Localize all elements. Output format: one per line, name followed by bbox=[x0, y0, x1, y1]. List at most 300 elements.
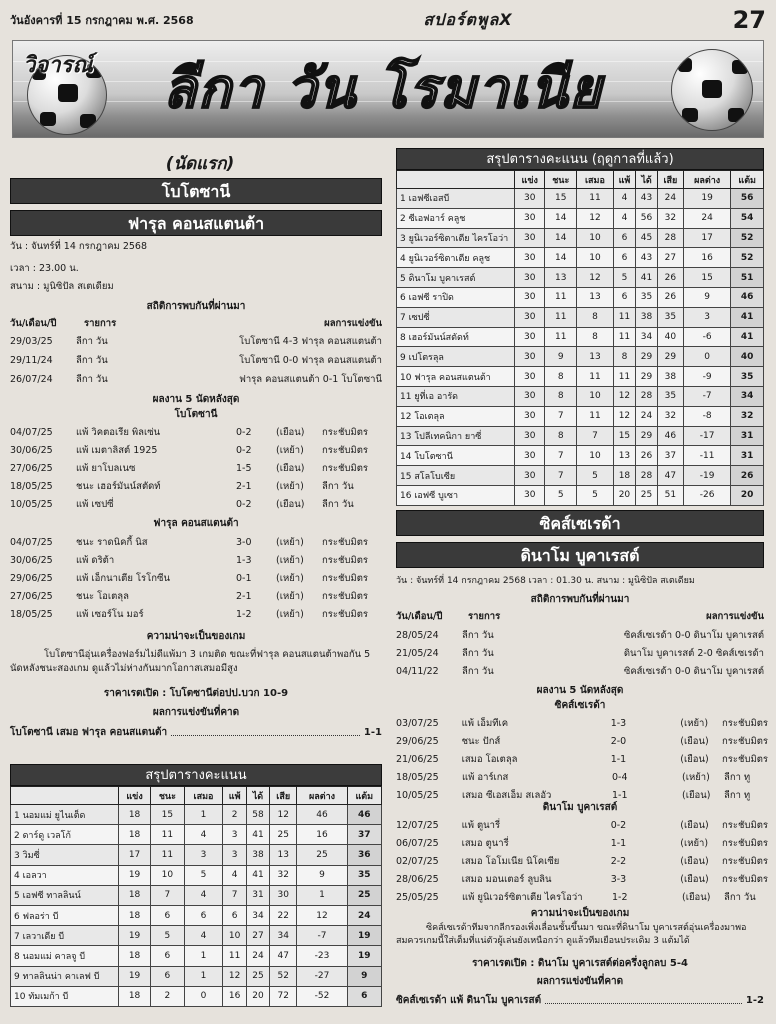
standings-current-table bbox=[10, 786, 382, 1007]
form-comp: กระชับมิตร bbox=[722, 754, 768, 765]
h2h-header bbox=[10, 317, 382, 331]
prediction-text: ซิคส์เซเรด้า แพ้ ดินาโม บูคาเรสต์ bbox=[396, 995, 542, 1006]
stat-cell: 30 bbox=[515, 406, 545, 426]
stat-cell: 7 bbox=[545, 466, 577, 486]
stat-cell: 11 bbox=[151, 825, 185, 845]
stat-cell: 45 bbox=[636, 228, 658, 248]
form-row bbox=[10, 497, 382, 512]
form-venue: (เหย้า) bbox=[680, 838, 709, 849]
form-result: เสมอ ซีเอสเอ็ม สเลอัว bbox=[462, 790, 552, 801]
stat-cell: 8 bbox=[613, 347, 635, 367]
stat-cell: 13 bbox=[613, 446, 635, 466]
title-banner bbox=[12, 40, 764, 138]
h2h-col-date: วัน/เดือน/ปี bbox=[10, 318, 57, 329]
stat-cell: -7 bbox=[683, 386, 730, 406]
h2h-result: โบโตซานี 0-0 ฟารุล คอนสแตนต้า bbox=[239, 355, 382, 366]
stat-cell: 4 bbox=[184, 926, 223, 946]
form-date: 03/07/25 bbox=[396, 718, 439, 729]
stat-cell: 34 bbox=[636, 327, 658, 347]
h2h-title: สถิติการพบกันที่ผ่านมา bbox=[146, 301, 246, 312]
form-date: 27/06/25 bbox=[10, 463, 53, 474]
stat-cell: 15 bbox=[545, 189, 577, 209]
stat-cell: 38 bbox=[246, 845, 269, 865]
stat-cell: 34 bbox=[246, 905, 269, 925]
points-cell: 52 bbox=[731, 228, 764, 248]
form-result: แพ้ วิคตอเรีย พิลเซ่น bbox=[76, 427, 161, 438]
h2h-event: ลีกา วัน bbox=[462, 630, 494, 641]
stat-cell: 30 bbox=[515, 208, 545, 228]
stat-cell: 47 bbox=[657, 466, 683, 486]
form-row bbox=[10, 535, 382, 550]
form-result: ชนะ โอเตลุล bbox=[76, 591, 129, 602]
form-title: ผลงาน 5 นัดหลังสุด bbox=[152, 394, 240, 405]
opening-odds: ราคาเรตเปิด : ดินาโม บูคาเรสต์ต่อครึ่งลูกลบ 5-4 bbox=[472, 958, 688, 969]
column-header: แข่ง bbox=[515, 171, 545, 189]
points-cell: 37 bbox=[347, 825, 381, 845]
points-cell: 20 bbox=[731, 485, 764, 505]
points-cell: 54 bbox=[731, 208, 764, 228]
stat-cell: 12 bbox=[577, 208, 614, 228]
form-date: 28/06/25 bbox=[396, 874, 439, 885]
away-team-header: ฟารุล คอนสแตนต้า bbox=[10, 210, 382, 236]
form-venue: (เหย้า) bbox=[276, 445, 304, 456]
stat-cell: 16 bbox=[297, 825, 347, 845]
h2h-row bbox=[396, 628, 764, 643]
points-cell: 9 bbox=[347, 966, 381, 986]
stat-cell: 9 bbox=[683, 287, 730, 307]
stat-cell: 30 bbox=[515, 446, 545, 466]
table-row bbox=[397, 268, 764, 288]
stat-cell: -19 bbox=[683, 466, 730, 486]
stat-cell: 9 bbox=[545, 347, 577, 367]
stat-cell: 3 bbox=[223, 845, 247, 865]
points-cell: 34 bbox=[731, 386, 764, 406]
team-name-cell: 4 ยูนิเวอร์ซิตาเตีย คลูช bbox=[397, 248, 515, 268]
table-row bbox=[11, 805, 382, 825]
team-name-cell: 10 ทัมเมก้า บี bbox=[11, 986, 119, 1006]
points-cell: 35 bbox=[731, 367, 764, 387]
stat-cell: 7 bbox=[223, 885, 247, 905]
form-comp: กระชับมิตร bbox=[322, 573, 368, 584]
stat-cell: 31 bbox=[246, 885, 269, 905]
home-form-list bbox=[396, 716, 768, 803]
team-name-cell: 1 นอมแม่ ยูไนเต็ด bbox=[11, 805, 119, 825]
points-cell: 35 bbox=[347, 865, 381, 885]
h2h-list bbox=[396, 628, 764, 679]
form-comp: กระชับมิตร bbox=[322, 591, 368, 602]
form-score: 0-2 bbox=[236, 499, 252, 510]
analysis-title: ความน่าจะเป็นของเกม bbox=[530, 908, 630, 919]
stat-cell: 11 bbox=[613, 307, 635, 327]
stat-cell: 10 bbox=[577, 446, 614, 466]
stat-cell: 7 bbox=[151, 885, 185, 905]
team-name-cell: 5 เอฟซี ทาลลินน์ bbox=[11, 885, 119, 905]
team-name-cell: 6 ฟลอร่า บี bbox=[11, 905, 119, 925]
stat-cell: 18 bbox=[119, 825, 151, 845]
analysis-title: ความน่าจะเป็นของเกม bbox=[146, 631, 246, 642]
stat-cell: 24 bbox=[636, 406, 658, 426]
points-cell: 46 bbox=[731, 287, 764, 307]
table-row bbox=[397, 406, 764, 426]
stat-cell: 30 bbox=[515, 347, 545, 367]
stat-cell: 13 bbox=[577, 347, 614, 367]
stat-cell: 6 bbox=[151, 905, 185, 925]
stat-cell: 1 bbox=[184, 805, 223, 825]
column-header: เสมอ bbox=[577, 171, 614, 189]
form-comp: กระชับมิตร bbox=[722, 820, 768, 831]
form-comp: ลีกา ทู bbox=[724, 790, 751, 801]
stat-cell: 28 bbox=[657, 228, 683, 248]
stat-cell: 47 bbox=[269, 946, 296, 966]
form-score: 1-3 bbox=[610, 718, 627, 729]
form-comp: กระชับมิตร bbox=[322, 445, 368, 456]
stat-cell: 30 bbox=[515, 327, 545, 347]
standings-current bbox=[10, 764, 382, 1007]
stat-cell: 6 bbox=[151, 966, 185, 986]
h2h-date: 28/05/24 bbox=[396, 630, 439, 641]
stat-cell: 10 bbox=[151, 865, 185, 885]
stat-cell: 17 bbox=[683, 228, 730, 248]
column-header: แต้ม bbox=[731, 171, 764, 189]
stat-cell: 30 bbox=[515, 466, 545, 486]
table-row bbox=[11, 946, 382, 966]
form-venue: (เยือน) bbox=[276, 499, 305, 510]
team-name-cell: 12 โอเตลุล bbox=[397, 406, 515, 426]
form-comp: กระชับมิตร bbox=[322, 427, 368, 438]
form-row bbox=[396, 818, 768, 833]
stat-cell: 30 bbox=[515, 189, 545, 209]
stat-cell: 35 bbox=[657, 386, 683, 406]
stat-cell: 11 bbox=[577, 367, 614, 387]
analysis-text: โบโตซานีอุ่นเครื่องฟอร์มไม่ดีแพ้มา 3 เกมติด ขณะที่ฟารุล คอนสแตนต้าพอกัน 5 นัดหลังชนะสองเกม ดูแล้วไม่ห่างกันมากโอกาสเสมอมีสูง bbox=[10, 649, 371, 674]
stat-cell: 5 bbox=[577, 485, 614, 505]
form-venue: (เยือน) bbox=[682, 892, 711, 903]
table-row bbox=[397, 367, 764, 387]
form-venue: (เหย้า) bbox=[276, 481, 304, 492]
stat-cell: 19 bbox=[683, 189, 730, 209]
stat-cell: 18 bbox=[119, 905, 151, 925]
form-comp: กระชับมิตร bbox=[322, 537, 368, 548]
h2h-col-result: ผลการแข่งขัน bbox=[324, 318, 382, 329]
form-venue: (เยือน) bbox=[680, 736, 709, 747]
h2h-row bbox=[10, 353, 382, 368]
stat-cell: 14 bbox=[545, 208, 577, 228]
column-header: แพ้ bbox=[223, 787, 247, 805]
points-cell: 40 bbox=[731, 347, 764, 367]
form-title: ผลงาน 5 นัดหลังสุด bbox=[536, 685, 624, 696]
stat-cell: 17 bbox=[119, 845, 151, 865]
form-row bbox=[396, 716, 768, 731]
stat-cell: 11 bbox=[545, 287, 577, 307]
table-row bbox=[397, 287, 764, 307]
h2h-row bbox=[396, 664, 764, 679]
form-result: ชนะ ราดนิคกี้ นิส bbox=[76, 537, 148, 548]
points-cell: 46 bbox=[347, 805, 381, 825]
table-row bbox=[11, 825, 382, 845]
h2h-date: 29/11/24 bbox=[10, 355, 53, 366]
form-comp: ลีกา ทู bbox=[724, 772, 751, 783]
form-comp: กระชับมิตร bbox=[322, 463, 368, 474]
form-score: 1-1 bbox=[610, 838, 627, 849]
stat-cell: 28 bbox=[636, 466, 658, 486]
section-heading: (นัดแรก) bbox=[165, 154, 235, 174]
stat-cell: 12 bbox=[269, 805, 296, 825]
stat-cell: 34 bbox=[269, 926, 296, 946]
stat-cell: 41 bbox=[636, 268, 658, 288]
stat-cell: 13 bbox=[269, 845, 296, 865]
stat-cell: 27 bbox=[246, 926, 269, 946]
stat-cell: 13 bbox=[577, 287, 614, 307]
form-result: เสมอ โอเตลุล bbox=[461, 754, 518, 765]
stat-cell: 3 bbox=[683, 307, 730, 327]
column-header: ชนะ bbox=[545, 171, 577, 189]
home-form-title: โบโตซานี bbox=[174, 409, 218, 420]
stat-cell: 12 bbox=[613, 406, 635, 426]
form-comp: กระชับมิตร bbox=[722, 718, 768, 729]
form-score: 0-1 bbox=[236, 573, 252, 584]
stat-cell: -6 bbox=[683, 327, 730, 347]
stat-cell: 5 bbox=[151, 926, 185, 946]
column-header: แต้ม bbox=[347, 787, 381, 805]
stat-cell: 26 bbox=[657, 268, 683, 288]
table-row bbox=[11, 885, 382, 905]
team-name-cell: 6 เอฟซี ราปิด bbox=[397, 287, 515, 307]
form-venue: (เยือน) bbox=[680, 754, 709, 765]
h2h-row bbox=[10, 372, 382, 387]
form-score: 1-5 bbox=[236, 463, 252, 474]
form-venue: (เยือน) bbox=[680, 856, 709, 867]
form-venue: (เยือน) bbox=[682, 790, 711, 801]
table-row bbox=[11, 926, 382, 946]
form-score: 0-2 bbox=[236, 445, 252, 456]
form-venue: (เหย้า) bbox=[276, 555, 304, 566]
stat-cell: 14 bbox=[545, 248, 577, 268]
table-row bbox=[11, 905, 382, 925]
points-cell: 31 bbox=[731, 426, 764, 446]
form-date: 10/05/25 bbox=[10, 499, 53, 510]
stat-cell: 5 bbox=[545, 485, 577, 505]
form-venue: (เหย้า) bbox=[276, 609, 304, 620]
prediction-score: 1-2 bbox=[745, 995, 764, 1006]
stat-cell: 11 bbox=[577, 189, 614, 209]
form-venue: (เหย้า) bbox=[276, 573, 304, 584]
form-comp: กระชับมิตร bbox=[722, 838, 768, 849]
form-row bbox=[396, 872, 768, 887]
form-row bbox=[10, 479, 382, 494]
points-cell: 52 bbox=[731, 248, 764, 268]
stat-cell: 26 bbox=[657, 287, 683, 307]
points-cell: 51 bbox=[731, 268, 764, 288]
stat-cell: 15 bbox=[151, 805, 185, 825]
prediction-title: ผลการแข่งขันที่คาด bbox=[536, 976, 624, 987]
team-name-cell: 3 วิมซี่ bbox=[11, 845, 119, 865]
form-result: แพ้ ยาโบลเนซ bbox=[76, 463, 136, 474]
stat-cell: 30 bbox=[515, 485, 545, 505]
h2h-col-result: ผลการแข่งขัน bbox=[706, 611, 764, 622]
team-name-cell: 2 ดาร์ดู เวลโก้ bbox=[11, 825, 119, 845]
team-name-cell: 5 ดินาโม บูคาเรสต์ bbox=[397, 268, 515, 288]
form-result: แพ้ ยูนิเวอร์ซิตาเตีย ไครโอว่า bbox=[462, 892, 583, 903]
analysis-text: ซิคส์เซเรด้าทีมจากลีกรองเพิ่งเลื่อนชั้นขึ้นมา ขณะที่ดินาโม บูคาเรสต์อุ่นเครื่องมาพอสมควรเกมนี้ใส่เต็มที่แน่ตัวผู้เล่นยังเหนือกว่า ดูแล้วทีมเยือนประเดิม 3 แต้มได้ bbox=[396, 923, 747, 946]
form-venue: (เหย้า) bbox=[276, 537, 304, 548]
h2h-date: 21/05/24 bbox=[396, 648, 439, 659]
stat-cell: 12 bbox=[577, 268, 614, 288]
stat-cell: 1 bbox=[184, 966, 223, 986]
form-result: แพ้ เซปซี่ bbox=[76, 499, 114, 510]
h2h-row bbox=[10, 334, 382, 349]
stat-cell: 2 bbox=[151, 986, 185, 1006]
form-result: เสมอ ตูนารี่ bbox=[461, 838, 509, 849]
stat-cell: 13 bbox=[545, 268, 577, 288]
stat-cell: 46 bbox=[657, 426, 683, 446]
h2h-date: 26/07/24 bbox=[10, 374, 53, 385]
banner-label: วิจารณ์ bbox=[23, 53, 93, 78]
standings-header-row bbox=[11, 787, 382, 805]
prediction-score: 1-1 bbox=[363, 727, 382, 738]
stat-cell: 11 bbox=[577, 406, 614, 426]
stat-cell: 19 bbox=[119, 926, 151, 946]
home-team-header: โบโตซานี bbox=[10, 178, 382, 204]
h2h-event: ลีกา วัน bbox=[462, 648, 494, 659]
form-score: 3-0 bbox=[236, 537, 252, 548]
stat-cell: 25 bbox=[269, 825, 296, 845]
form-result: แพ้ ดริต้า bbox=[76, 555, 115, 566]
away-team-header: ดินาโม บูคาเรสต์ bbox=[396, 542, 764, 568]
form-venue: (เยือน) bbox=[276, 427, 305, 438]
stat-cell: 6 bbox=[151, 946, 185, 966]
stat-cell: 30 bbox=[515, 426, 545, 446]
stat-cell: 30 bbox=[515, 268, 545, 288]
stat-cell: 35 bbox=[636, 287, 658, 307]
column-header-team bbox=[11, 787, 119, 805]
stat-cell: 10 bbox=[577, 248, 614, 268]
form-result: เสมอ มอนเตอร์ ลูบลิน bbox=[461, 874, 552, 885]
stat-cell: 5 bbox=[184, 865, 223, 885]
stat-cell: 30 bbox=[515, 307, 545, 327]
team-name-cell: 11 ยูที่เอ อารัด bbox=[397, 386, 515, 406]
form-result: แพ้ เอ็กนาเตีย โรโกซีน bbox=[76, 573, 170, 584]
h2h-event: ลีกา วัน bbox=[76, 336, 108, 347]
team-name-cell: 15 สโลโบเซีย bbox=[397, 466, 515, 486]
form-date: 18/05/25 bbox=[10, 609, 53, 620]
stat-cell: 16 bbox=[223, 986, 247, 1006]
banner-title: ลีกา วัน โรมาเนีย bbox=[163, 57, 603, 120]
form-result: แพ้ เมตาลิสต์ 1925 bbox=[76, 445, 158, 456]
points-cell: 41 bbox=[731, 327, 764, 347]
stat-cell: 29 bbox=[636, 426, 658, 446]
form-date: 10/05/25 bbox=[396, 790, 439, 801]
form-row bbox=[396, 734, 768, 749]
standings-prev-table bbox=[396, 170, 764, 506]
h2h-col-date: วัน/เดือน/ปี bbox=[396, 611, 443, 622]
points-cell: 25 bbox=[347, 885, 381, 905]
stat-cell: 11 bbox=[613, 327, 635, 347]
form-venue: (เยือน) bbox=[680, 874, 709, 885]
table-row bbox=[397, 466, 764, 486]
form-comp: ลีกา วัน bbox=[322, 481, 354, 492]
form-score: 3-3 bbox=[610, 874, 627, 885]
table-row bbox=[397, 347, 764, 367]
stat-cell: 20 bbox=[613, 485, 635, 505]
stat-cell: 41 bbox=[246, 865, 269, 885]
table-row bbox=[11, 966, 382, 986]
form-score: 0-4 bbox=[612, 772, 628, 783]
form-comp: กระชับมิตร bbox=[322, 609, 368, 620]
stat-cell: 30 bbox=[515, 228, 545, 248]
away-form-list bbox=[396, 818, 768, 905]
stat-cell: 11 bbox=[223, 946, 247, 966]
team-name-cell: 8 นอมแม่ คาลจู บี bbox=[11, 946, 119, 966]
points-cell: 56 bbox=[731, 189, 764, 209]
column-header: แข่ง bbox=[119, 787, 151, 805]
stat-cell: 4 bbox=[613, 208, 635, 228]
stat-cell: 6 bbox=[613, 287, 635, 307]
form-date: 29/06/25 bbox=[10, 573, 53, 584]
stat-cell: -26 bbox=[683, 485, 730, 505]
column-header: เสีย bbox=[269, 787, 296, 805]
stat-cell: 58 bbox=[246, 805, 269, 825]
stat-cell: 10 bbox=[223, 926, 247, 946]
issue-date: วันอังคารที่ 15 กรกฎาคม พ.ศ. 2568 bbox=[10, 14, 194, 27]
column-header: ผลต่าง bbox=[297, 787, 347, 805]
h2h-row bbox=[396, 646, 764, 661]
form-score: 2-0 bbox=[610, 736, 627, 747]
form-row bbox=[10, 425, 382, 440]
stat-cell: 18 bbox=[119, 885, 151, 905]
form-result: ชนะ เฮอร์มันน์สตัดท์ bbox=[76, 481, 161, 492]
form-score: 1-2 bbox=[236, 609, 252, 620]
stat-cell: 32 bbox=[657, 208, 683, 228]
stat-cell: 6 bbox=[613, 248, 635, 268]
form-comp: กระชับมิตร bbox=[322, 555, 368, 566]
stat-cell: 0 bbox=[184, 986, 223, 1006]
stat-cell: 27 bbox=[657, 248, 683, 268]
form-result: เสมอ โอโมเนีย นิโคเซีย bbox=[461, 856, 560, 867]
form-score: 1-2 bbox=[612, 892, 628, 903]
team-name-cell: 10 ฟารุล คอนสแตนต้า bbox=[397, 367, 515, 387]
stat-cell: 4 bbox=[184, 885, 223, 905]
team-name-cell: 4 เอลวา bbox=[11, 865, 119, 885]
stat-cell: 18 bbox=[119, 805, 151, 825]
form-comp: ลีกา วัน bbox=[724, 892, 756, 903]
h2h-title: สถิติการพบกันที่ผ่านมา bbox=[530, 594, 630, 605]
table-row bbox=[397, 386, 764, 406]
stat-cell: 7 bbox=[577, 426, 614, 446]
form-date: 06/07/25 bbox=[396, 838, 439, 849]
points-cell: 32 bbox=[731, 406, 764, 426]
stat-cell: 32 bbox=[657, 406, 683, 426]
stat-cell: 30 bbox=[515, 287, 545, 307]
form-row bbox=[396, 890, 768, 905]
stat-cell: 30 bbox=[515, 367, 545, 387]
standings-header-row bbox=[397, 171, 764, 189]
stat-cell: 30 bbox=[515, 248, 545, 268]
h2h-event: ลีกา วัน bbox=[462, 666, 494, 677]
team-name-cell: 9 ทาลลินน่า คาเลฟ บี bbox=[11, 966, 119, 986]
form-row bbox=[10, 443, 382, 458]
stat-cell: -8 bbox=[683, 406, 730, 426]
prediction-row bbox=[396, 994, 764, 1008]
stat-cell: 52 bbox=[269, 966, 296, 986]
stat-cell: 8 bbox=[545, 386, 577, 406]
form-date: 02/07/25 bbox=[396, 856, 439, 867]
stat-cell: 51 bbox=[657, 485, 683, 505]
form-comp: กระชับมิตร bbox=[722, 856, 768, 867]
stat-cell: 6 bbox=[223, 905, 247, 925]
stat-cell: -27 bbox=[297, 966, 347, 986]
stat-cell: 6 bbox=[613, 228, 635, 248]
match-date: วัน : จันทร์ที่ 14 กรกฎาคม 2568 bbox=[10, 241, 148, 252]
